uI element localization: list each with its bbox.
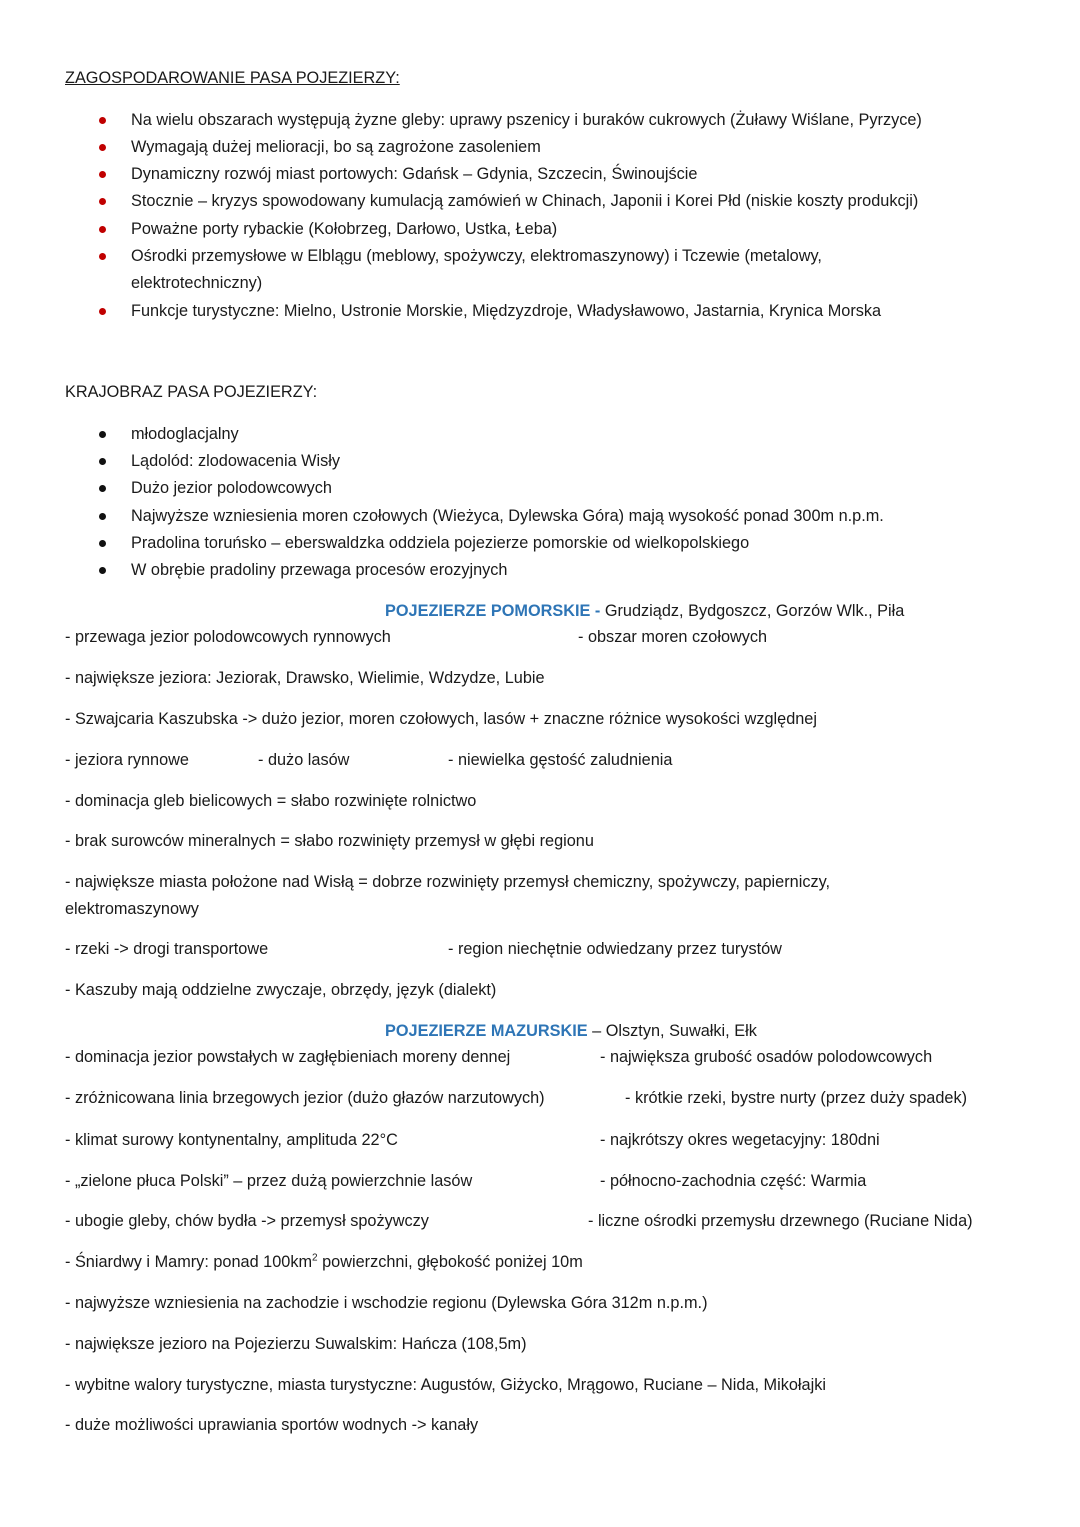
note-text: - Śniardwy i Mamry: ponad 100km: [65, 1253, 313, 1271]
note-line: - rzeki -> drogi transportowe: [65, 940, 269, 958]
note-text: powierzchni, głębokość poniżej 10m: [317, 1253, 583, 1271]
bullet-icon: [99, 513, 106, 520]
note-line: - dominacja gleb bielicowych = słabo rozwinięte rolnictwo: [65, 792, 477, 810]
note-line: - zróżnicowana linia brzegowych jezior (dużo głazów narzutowych): [65, 1089, 545, 1107]
note-line: - ubogie gleby, chów bydła -> przemysł spożywczy: [65, 1212, 429, 1230]
note-line: - klimat surowy kontynentalny, amplituda 22°C: [65, 1131, 398, 1149]
region-cities: Grudziądz, Bydgoszcz, Gorzów Wlk., Piła: [600, 602, 905, 620]
note-line: - najwyższe wzniesienia na zachodzie i wschodzie regionu (Dylewska Góra 312m n.p.m.): [65, 1294, 708, 1312]
note-line: - krótkie rzeki, bystre nurty (przez duży spadek): [625, 1089, 968, 1107]
list-item: Dużo jezior polodowcowych: [131, 479, 332, 497]
note-line: - Kaszuby mają oddzielne zwyczaje, obrzędy, język (dialekt): [65, 981, 497, 999]
bullet-icon: [99, 253, 106, 260]
note-line: - Szwajcaria Kaszubska -> dużo jezior, moren czołowych, lasów + znaczne różnice wysokości względnej: [65, 710, 817, 728]
bullet-icon: [99, 308, 106, 315]
region-cities: – Olsztyn, Suwałki, Ełk: [587, 1022, 757, 1040]
note-line: - dominacja jezior powstałych w zagłębieniach moreny dennej: [65, 1048, 511, 1066]
list-item: Funkcje turystyczne: Mielno, Ustronie Morskie, Międzyzdroje, Władysławowo, Jastarnia, Krynica Morska: [131, 302, 882, 320]
note-line: - północno-zachodnia część: Warmia: [600, 1172, 867, 1190]
note-line: - niewielka gęstość zaludnienia: [448, 751, 673, 769]
note-line: - największe miasta położone nad Wisłą = dobrze rozwinięty przemysł chemiczny, spożywczy, papierniczy,: [65, 873, 831, 891]
bullet-icon: [99, 540, 106, 547]
note-line: - dużo lasów: [258, 751, 350, 769]
note-line: - region niechętnie odwiedzany przez turystów: [448, 940, 782, 958]
list-item: Stocznie – kryzys spowodowany kumulacją zamówień w Chinach, Japonii i Korei Płd (niskie koszty produkcji): [131, 192, 919, 210]
list-item: Najwyższe wzniesienia moren czołowych (Wieżyca, Dylewska Góra) mają wysokość ponad 300m n.p.m.: [131, 507, 884, 525]
list-item: Poważne porty rybackie (Kołobrzeg, Darłowo, Ustka, Łeba): [131, 220, 558, 238]
bullet-icon: [99, 226, 106, 233]
note-line: - największe jezioro na Pojezierzu Suwalskim: Hańcza (108,5m): [65, 1335, 527, 1353]
bullet-icon: [99, 431, 106, 438]
list-item: Pradolina toruńsko – eberswaldzka oddziela pojezierze pomorskie od wielkopolskiego: [131, 534, 750, 552]
bullet-icon: [99, 144, 106, 151]
region-heading: [385, 1021, 757, 1041]
note-line: - „zielone płuca Polski” – przez dużą powierzchnie lasów: [65, 1172, 473, 1190]
list-item: Ośrodki przemysłowe w Elblągu (meblowy, spożywczy, elektromaszynowy) i Tczewie (metalowy,: [131, 247, 822, 265]
region-name: POJEZIERZE POMORSKIE -: [385, 602, 601, 620]
list-item: W obrębie pradoliny przewaga procesów erozyjnych: [131, 561, 508, 579]
bullet-icon: [99, 485, 106, 492]
note-line-continuation: elektromaszynowy: [65, 900, 199, 918]
note-line: - obszar moren czołowych: [578, 628, 768, 646]
note-line: - największe jeziora: Jeziorak, Drawsko, Wielimie, Wdzydze, Lubie: [65, 669, 545, 687]
note-line: - przewaga jezior polodowcowych rynnowych: [65, 628, 391, 646]
list-item: Wymagają dużej melioracji, bo są zagrożone zasoleniem: [131, 138, 541, 156]
bullet-icon: [99, 198, 106, 205]
region-heading: [385, 601, 904, 621]
bullet-icon: [99, 171, 106, 178]
note-line: - najkrótszy okres wegetacyjny: 180dni: [600, 1131, 880, 1149]
region-name: POJEZIERZE MAZURSKIE: [385, 1022, 588, 1040]
section-title: KRAJOBRAZ PASA POJEZIERZY:: [65, 383, 318, 401]
list-item: Dynamiczny rozwój miast portowych: Gdańsk – Gdynia, Szczecin, Świnoujście: [131, 165, 698, 183]
list-item: młodoglacjalny: [131, 425, 239, 443]
list-item: Lądolód: zlodowacenia Wisły: [131, 452, 341, 470]
bullet-icon: [99, 458, 106, 465]
note-line: - duże możliwości uprawiania sportów wodnych -> kanały: [65, 1416, 479, 1434]
note-line: - liczne ośrodki przemysłu drzewnego (Ruciane Nida): [588, 1212, 973, 1230]
note-line: - wybitne walory turystyczne, miasta turystyczne: Augustów, Giżycko, Mrągowo, Ruciane – Nida, Mikołajki: [65, 1376, 826, 1394]
note-line: [65, 1252, 583, 1272]
note-line: - brak surowców mineralnych = słabo rozwinięty przemysł w głębi regionu: [65, 832, 594, 850]
list-item-continuation: elektrotechniczny): [131, 274, 263, 292]
note-line: - największa grubość osadów polodowcowych: [600, 1048, 933, 1066]
bullet-icon: [99, 567, 106, 574]
superscript: 2: [312, 1252, 318, 1264]
list-item: Na wielu obszarach występują żyzne gleby: uprawy pszenicy i buraków cukrowych (Żuławy Wiślane, Pyrzyce): [131, 111, 922, 129]
section-title: ZAGOSPODAROWANIE PASA POJEZIERZY:: [65, 69, 400, 87]
note-line: - jeziora rynnowe: [65, 751, 189, 769]
bullet-icon: [99, 117, 106, 124]
